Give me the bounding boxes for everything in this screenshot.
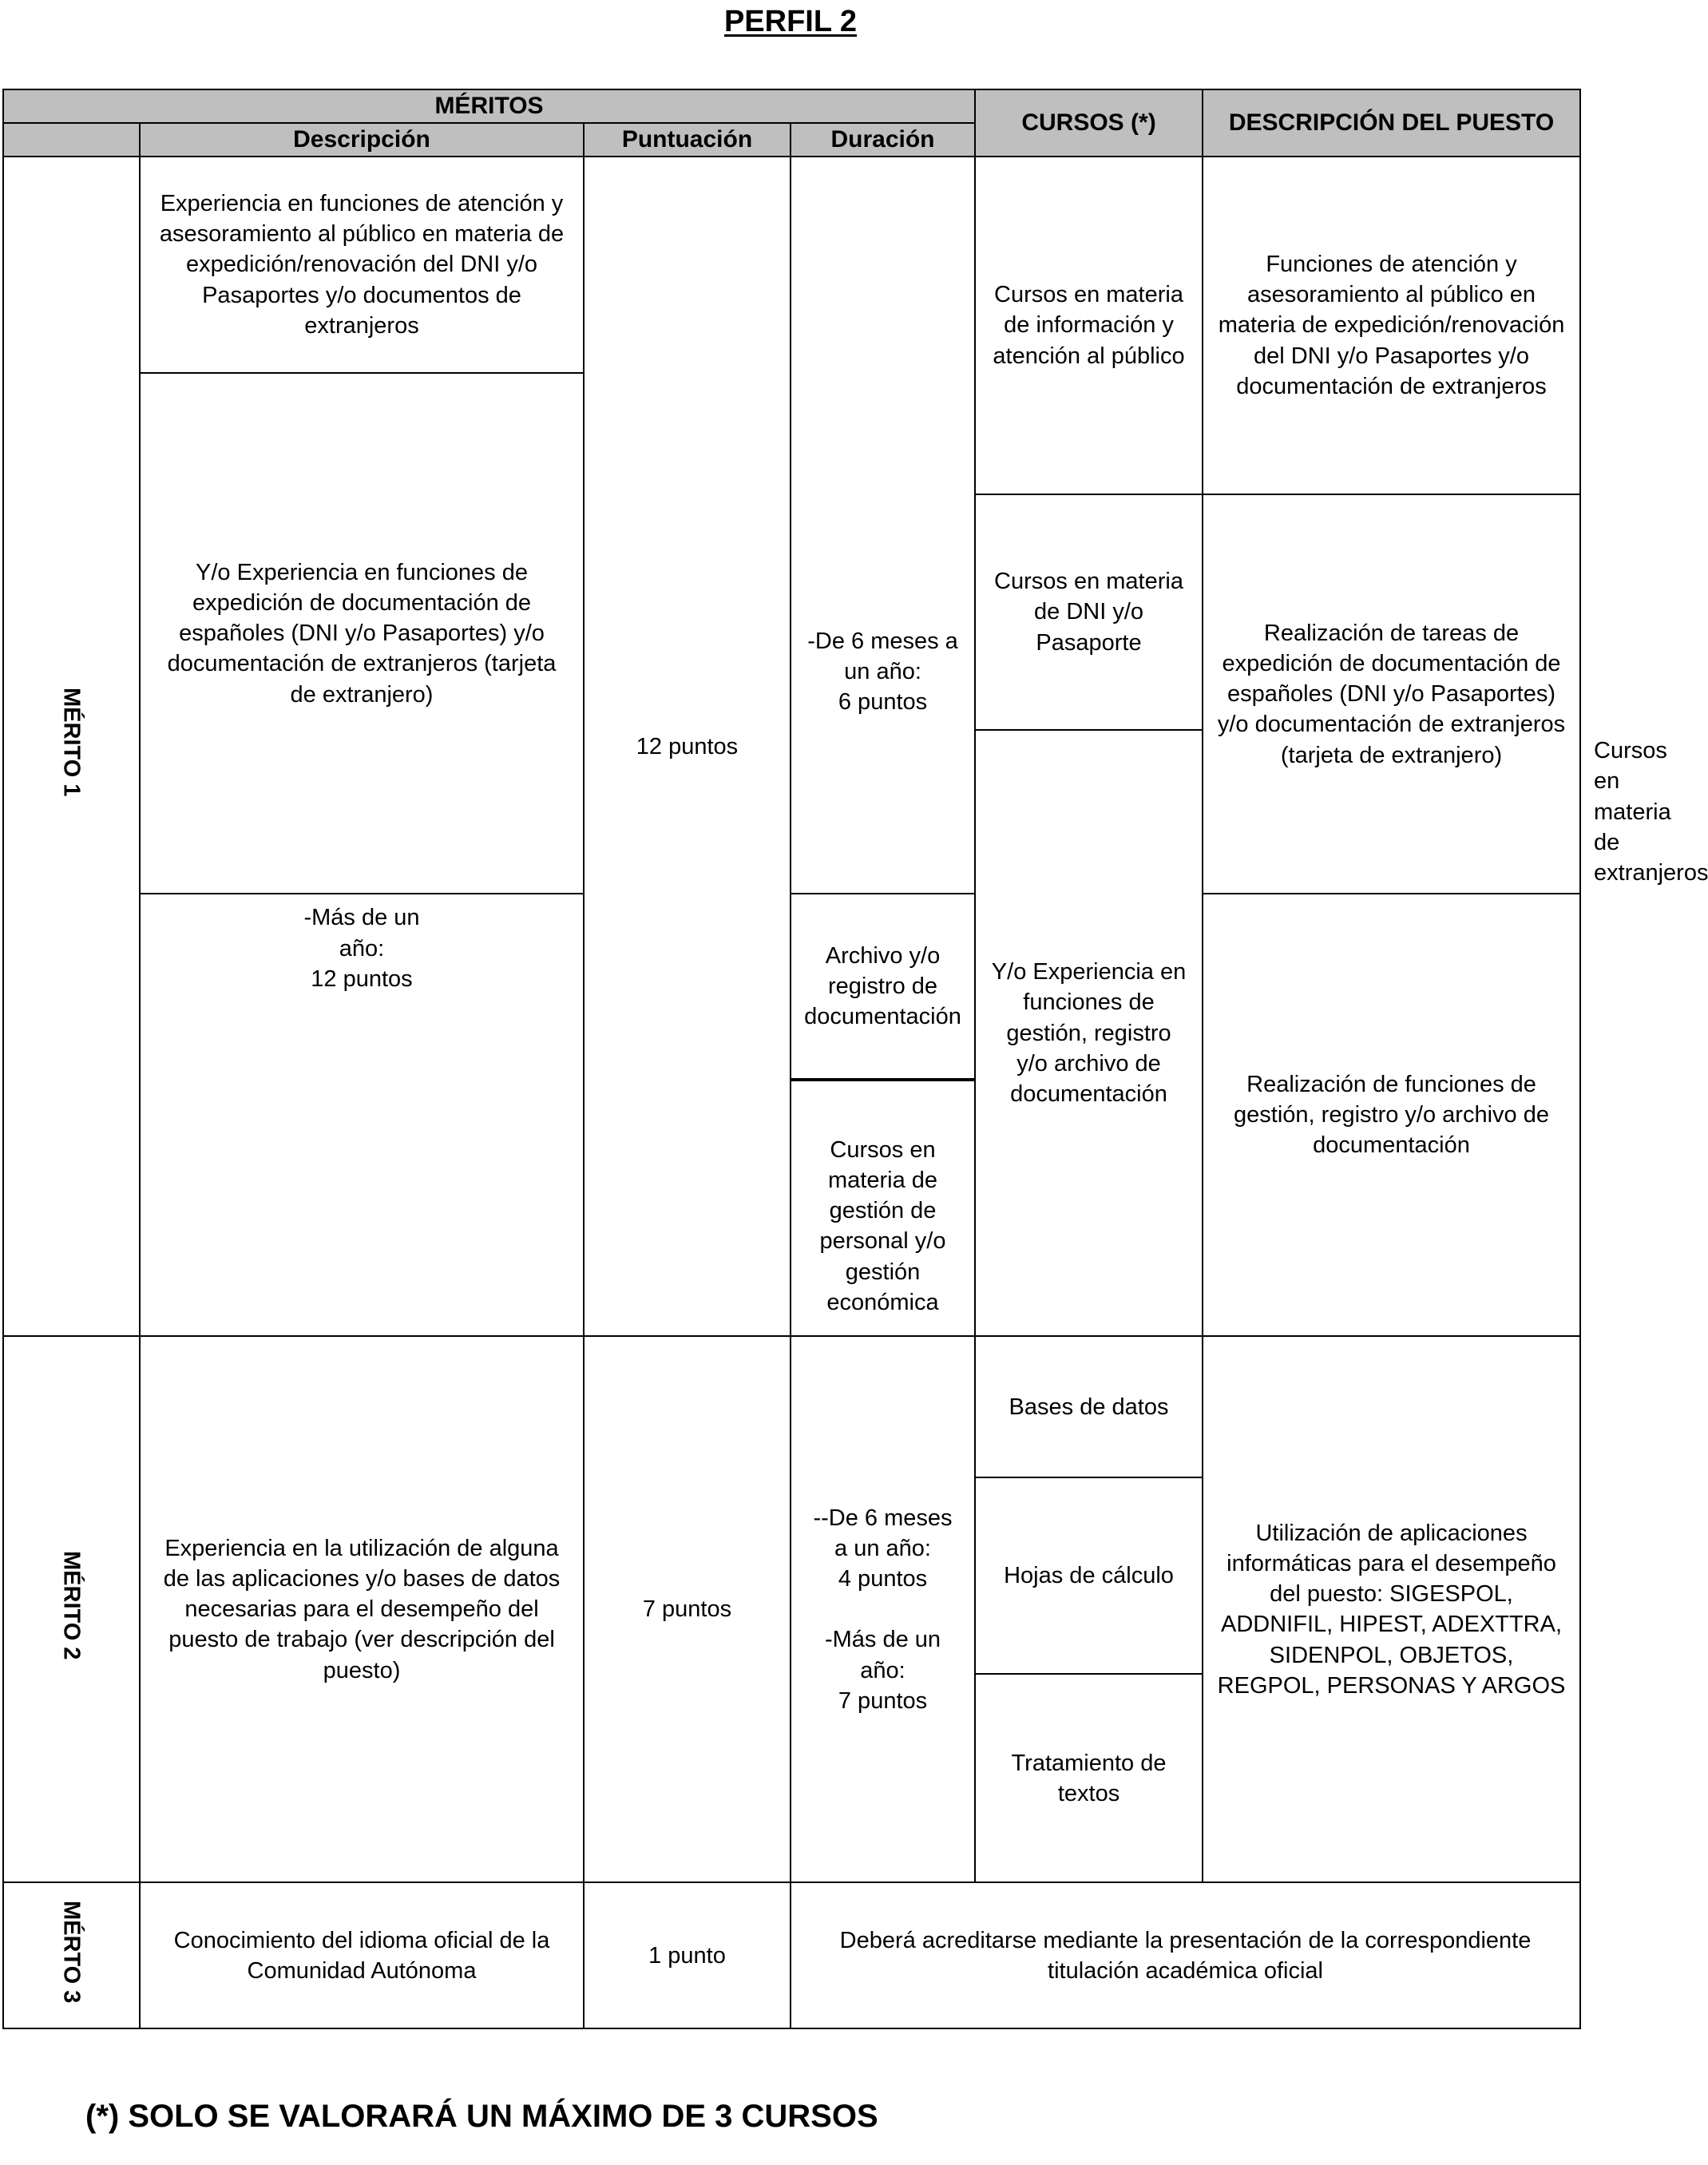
merito-1-puesto-2: Realización de tareas de expedición de documentación de españoles (DNI y/o Pasaportes) y/o documentación de extranjeros (tarjeta de extranjero)	[1203, 494, 1580, 894]
merito-1-curso-5: Cursos en materia de gestión de personal y/o gestión económica	[791, 1081, 975, 1336]
header-cursos: CURSOS (*)	[975, 89, 1203, 157]
header-duracion: Duración	[791, 123, 975, 157]
header-descripcion-puesto: DESCRIPCIÓN DEL PUESTO	[1203, 89, 1580, 157]
merito-3-descripcion: Conocimiento del idioma oficial de la Comunidad Autónoma	[140, 1882, 584, 2028]
merito-1-duracion-1-line-1: -De 6 meses a	[807, 628, 958, 654]
footnote: (*) SOLO SE VALORARÁ UN MÁXIMO DE 3 CURSOS	[85, 2099, 878, 2134]
header-blank	[3, 123, 140, 157]
merito-1-descripcion-1: Experiencia en funciones de atención y asesoramiento al público en materia de expedición/renovación del DNI y/o Pasaportes y/o documentos de extranjeros	[140, 157, 584, 373]
header-puntuacion: Puntuación	[584, 123, 791, 157]
header-descripcion: Descripción	[140, 123, 584, 157]
merito-1-descripcion-2: Y/o Experiencia en funciones de expedición de documentación de españoles (DNI y/o Pasaportes) y/o documentación de extranjeros (tarjeta de extranjero)	[140, 373, 584, 894]
merito-3-label-cell	[3, 1882, 140, 2028]
merito-1-descripcion-3: Y/o Experiencia en funciones de gestión, registro y/o archivo de documentación	[975, 730, 1203, 1336]
merito-1-duracion-1	[791, 157, 975, 894]
merito-2-label-cell	[3, 1336, 140, 1882]
merito-1-puntuacion: 12 puntos	[584, 157, 791, 1336]
merito-2-duracion-1-line-3: 4 puntos	[838, 1566, 928, 1592]
merito-2-duracion-2-line-3: 7 puntos	[838, 1687, 928, 1714]
merito-2-duracion-2-line-1: -Más de un	[824, 1627, 941, 1653]
merito-1-label: MÉRITO 1	[58, 688, 85, 797]
merito-2-puntuacion: 7 puntos	[584, 1336, 791, 1882]
merito-2-label: MÉRITO 2	[58, 1550, 85, 1660]
merito-1-duracion-2	[140, 894, 584, 1336]
merito-3-acreditacion: Deberá acreditarse mediante la presentación de la correspondiente titulación académica oficial	[791, 1882, 1580, 2028]
merito-2-puesto: Utilización de aplicaciones informáticas para el desempeño del puesto: SIGESPOL, ADDNIFIL, HIPEST, ADEXTTRA, SIDENPOL, OBJETOS, REGPOL, PERSONAS Y ARGOS	[1203, 1336, 1580, 1882]
merito-1-duracion-1-line-2: un año:	[844, 658, 921, 684]
merito-2-duracion	[791, 1336, 975, 1882]
merito-2-curso-3: Tratamiento de textos	[975, 1674, 1203, 1882]
merito-3-label: MÉRTO 3	[58, 1900, 85, 2003]
merito-2-duracion-1-line-2: a un año:	[834, 1535, 931, 1561]
merito-1-label-cell	[3, 157, 140, 1336]
merito-2-duracion-2-line-2: año:	[860, 1657, 906, 1683]
merito-1-curso-2: Cursos en materia de DNI y/o Pasaporte	[975, 494, 1203, 730]
page-title: PERFIL 2	[723, 5, 858, 38]
merito-1-duracion-2-line-2: año:	[339, 935, 385, 962]
merito-1-duracion-1-line-3: 6 puntos	[838, 689, 928, 716]
header-meritos: MÉRITOS	[3, 89, 975, 123]
merito-3-puntuacion: 1 punto	[584, 1882, 791, 2028]
merito-2-curso-1: Bases de datos	[975, 1336, 1203, 1477]
merito-1-duracion-2-line-1: -Más de un	[303, 905, 420, 931]
merito-2-duracion-1-line-1: --De 6 meses	[813, 1505, 953, 1531]
merito-2-descripcion: Experiencia en la utilización de alguna de las aplicaciones y/o bases de datos necesarias para el desempeño del puesto de trabajo (ver descripción del puesto)	[140, 1336, 584, 1882]
merito-1-curso-1: Cursos en materia de información y atención al público	[975, 157, 1203, 494]
merito-1-duracion-2-line-3: 12 puntos	[311, 966, 413, 992]
merito-1-puesto-3: Realización de funciones de gestión, registro y/o archivo de documentación	[1203, 894, 1580, 1336]
meritos-table: MÉRITOS CURSOS (*) DESCRIPCIÓN DEL PUESTO Descripción Puntuación Duración MÉRITO 1 Experiencia en funciones de atención y asesoramiento al público en materia de expedición/renovación del DNI y/o Pasaportes y/o documentos de extranjeros 12 puntos -De 6 meses a un año: 6 puntos Cursos en materia de información y atención al público Funciones de atención y asesoramiento al público en materia de expedición/renovación del DNI y/o Pasaportes y/o documentación de extranjeros Y/o Experiencia en funciones de expedición de documentación de españoles (DNI y/o Pasaportes) y/o documentación de extranjeros (tarjeta de extranjero) Cursos en materia de DNI y/o Pasaporte Realización de tareas de expedición de documentación de españoles (DNI y/o Pasaportes) y/o documentación de extranjeros (tarjeta de extranjero) Y/o Experiencia en funciones de gestión, registro y/o archivo de documentación Cursos en materia de extranjeros -Más de un año: 12 puntos Archivo y/o registro de documentación Realización de funciones de gestión, registro y/o archivo de documentación Cursos en materia de gestión de personal y/o gestión económica MÉRITO 2 Experiencia en la utilización de alguna de las aplicaciones y/o bases de datos necesarias para el desempeño del puesto de trabajo (ver descripción del puesto) 7 puntos --De 6 meses a un año: 4 puntos -Más de un año: 7 puntos Bases de datos Utilización de aplicaciones informáticas para el desempeño del puesto: SIGESPOL, ADDNIFIL, HIPEST, ADEXTTRA, SIDENPOL, OBJETOS, REGPOL, PERSONAS Y ARGOS Hojas de cálculo Tratamiento de textos MÉRTO 3 Conocimiento del idioma oficial de la Comunidad Autónoma 1 punto Deberá acreditarse mediante la presentación de la correspondiente titulación académica oficial	[2, 89, 1581, 2029]
merito-1-curso-4: Archivo y/o registro de documentación	[791, 894, 975, 1079]
merito-2-curso-2: Hojas de cálculo	[975, 1477, 1203, 1674]
merito-1-puesto-1: Funciones de atención y asesoramiento al público en materia de expedición/renovación del DNI y/o Pasaportes y/o documentación de extranjeros	[1203, 157, 1580, 494]
